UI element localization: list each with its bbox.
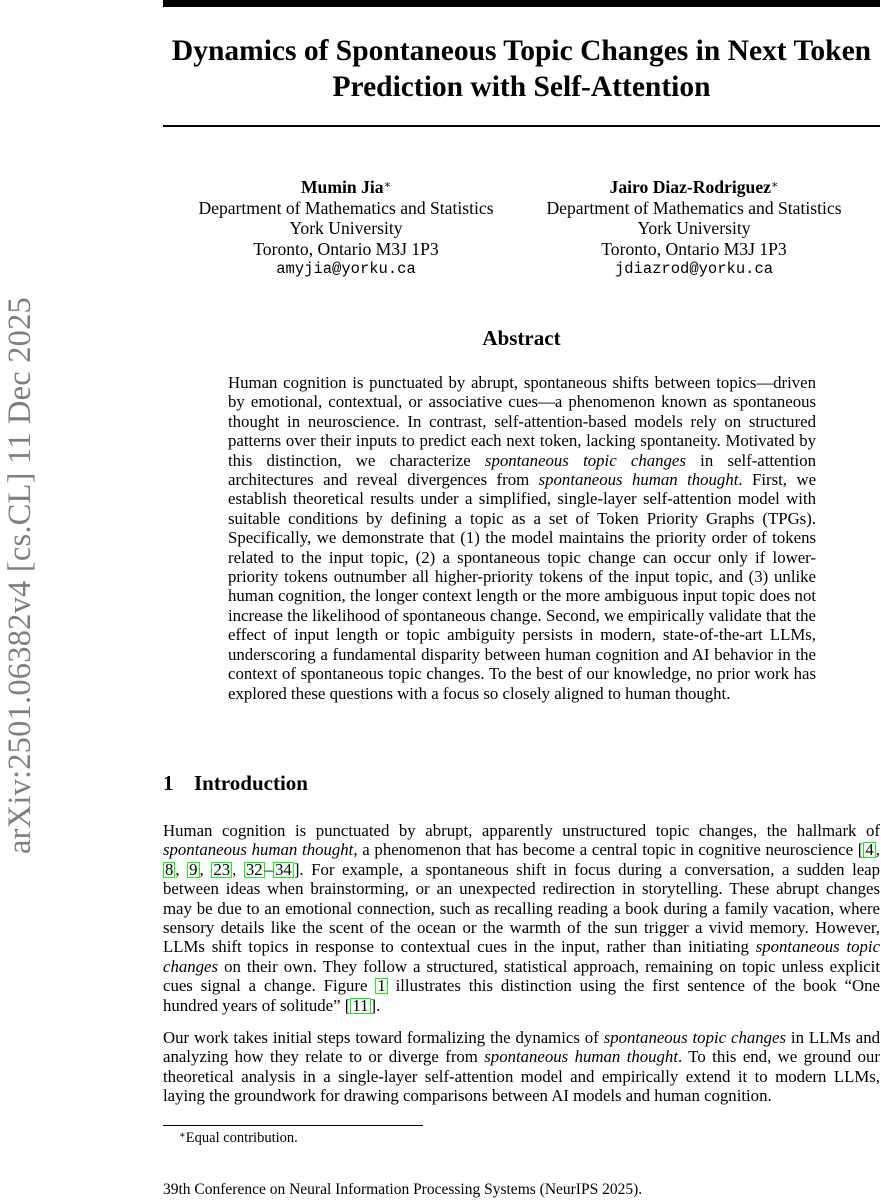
footnote-mark: ∗ (179, 1130, 186, 1141)
author-university: York University (289, 218, 403, 238)
author-location: Toronto, Ontario M3J 1P3 (253, 238, 439, 259)
title-rule-bottom (163, 125, 880, 127)
citation-link[interactable]: 34 (275, 859, 292, 879)
author-email[interactable]: amyjia@yorku.ca (276, 260, 416, 278)
section-title: Introduction (194, 771, 308, 795)
author-location: Toronto, Ontario M3J 1P3 (601, 238, 787, 259)
equal-contribution-mark: ∗ (770, 179, 779, 191)
author-email[interactable]: jdiazrod@yorku.ca (614, 260, 774, 278)
abstract-body: Human cognition is punctuated by abrupt, spontaneous shifts between topics—driven by emotional, contextual, or associative cues—a phenomenon known as spontaneous thought in neuroscience. In contrast, self-attention-based models rely on structured patterns over their inputs to predict each next token, lacking spontaneity. Motivated by this distinction, we characterize spontaneous topic changes in self-attention architectures and reveal divergences from spontaneous human thought. First, we establish theoretical results under a simplified, single-layer self-attention model with suitable conditions by defining a topic as a set of Token Priority Graphs (TPGs). Specifically, we demonstrate that (1) the model maintains the priority order of tokens related to the input topic, (2) a spontaneous topic change can occur only if lower-priority tokens outnumber all higher-priority tokens of the input topic, and (3) unlike human cognition, the longer context length or the more ambiguous input topic does not increase the likelihood of spontaneous change. Second, we empirically validate that the effect of input length or topic ambiguity persists in modern, state-of-the-art LLMs, underscoring a fundamental disparity between human cognition and AI behavior in the context of spontaneous topic changes. To the best of our knowledge, no prior work has explored these questions with a focus so closely aligned to human thought. (228, 373, 817, 703)
equal-contribution-mark: ∗ (383, 179, 392, 191)
author-department: Department of Mathematics and Statistics (198, 197, 494, 218)
figure-link[interactable]: 1 (377, 976, 386, 996)
author-department: Department of Mathematics and Statistics (546, 197, 842, 218)
arxiv-identifier: arXiv:2501.06382v4 [cs.CL] 11 Dec 2025 (1, 296, 38, 854)
intro-paragraph-2: Our work takes initial steps toward formalizing the dynamics of spontaneous topic changes in LLMs and analyzing how they relate to or diverge from spontaneous human thought. To this end, we ground our theoretical analysis in a single-layer self-attention model and empirically extend it to modern LLMs, laying the groundwork for drawing comparisons between AI models and human cognition. (163, 1028, 880, 1106)
arxiv-stamp (0, 260, 40, 890)
citation-link[interactable]: 11 (352, 995, 369, 1015)
citation-link[interactable]: 8 (165, 859, 174, 879)
section-number: 1 (163, 771, 174, 795)
footnote (179, 1127, 298, 1147)
abstract-heading: Abstract (482, 326, 561, 350)
citation-link[interactable]: 4 (865, 840, 874, 860)
footnote-text: Equal contribution. (185, 1130, 298, 1146)
citation-link[interactable]: 9 (189, 859, 198, 879)
author-name: Jairo Diaz-Rodriguez (609, 177, 771, 197)
venue-line: 39th Conference on Neural Information Processing Systems (NeurIPS 2025). (163, 1181, 643, 1198)
footnote-rule (163, 1125, 423, 1126)
author-university: York University (637, 218, 751, 238)
intro-paragraph-1: Human cognition is punctuated by abrupt, apparently unstructured topic changes, the hallmark of spontaneous human thought, a phenomenon that has become a central topic in cognitive neuroscience [ 4 , 8 , 9 , 23 , 32 – 34 ]. For example, a spontaneous shift in focus during a conversation, a sudden leap between ideas when brainstorming, or an unexpected redirection in storytelling. These abrupt changes may be due to an emotional connection, such as recalling reading a book during a family vacation, where sensory details like the scent of the ocean or the warmth of the sun trigger a vivid memory. However, LLMs shift topics in response to contextual cues in the input, rather than initiating spontaneous topic changes on their own. They follow a structured, statistical approach, remaining on topic unless explicit cues signal a change. Figure 1 illustrates this distinction using the first sentence of the book “One hundred years of solitude” [ 11 ]. (163, 821, 881, 1015)
author-name: Mumin Jia (300, 177, 384, 197)
author-block-1 (186, 175, 506, 280)
section-heading-introduction (163, 770, 308, 796)
title-rule-top (163, 0, 880, 7)
citation-link[interactable]: 23 (213, 859, 231, 879)
citation-link[interactable]: 32 (245, 859, 263, 879)
paper-title: Dynamics of Spontaneous Topic Changes in Next Token Prediction with Self-Attention (171, 35, 872, 103)
author-block-2 (534, 175, 854, 280)
